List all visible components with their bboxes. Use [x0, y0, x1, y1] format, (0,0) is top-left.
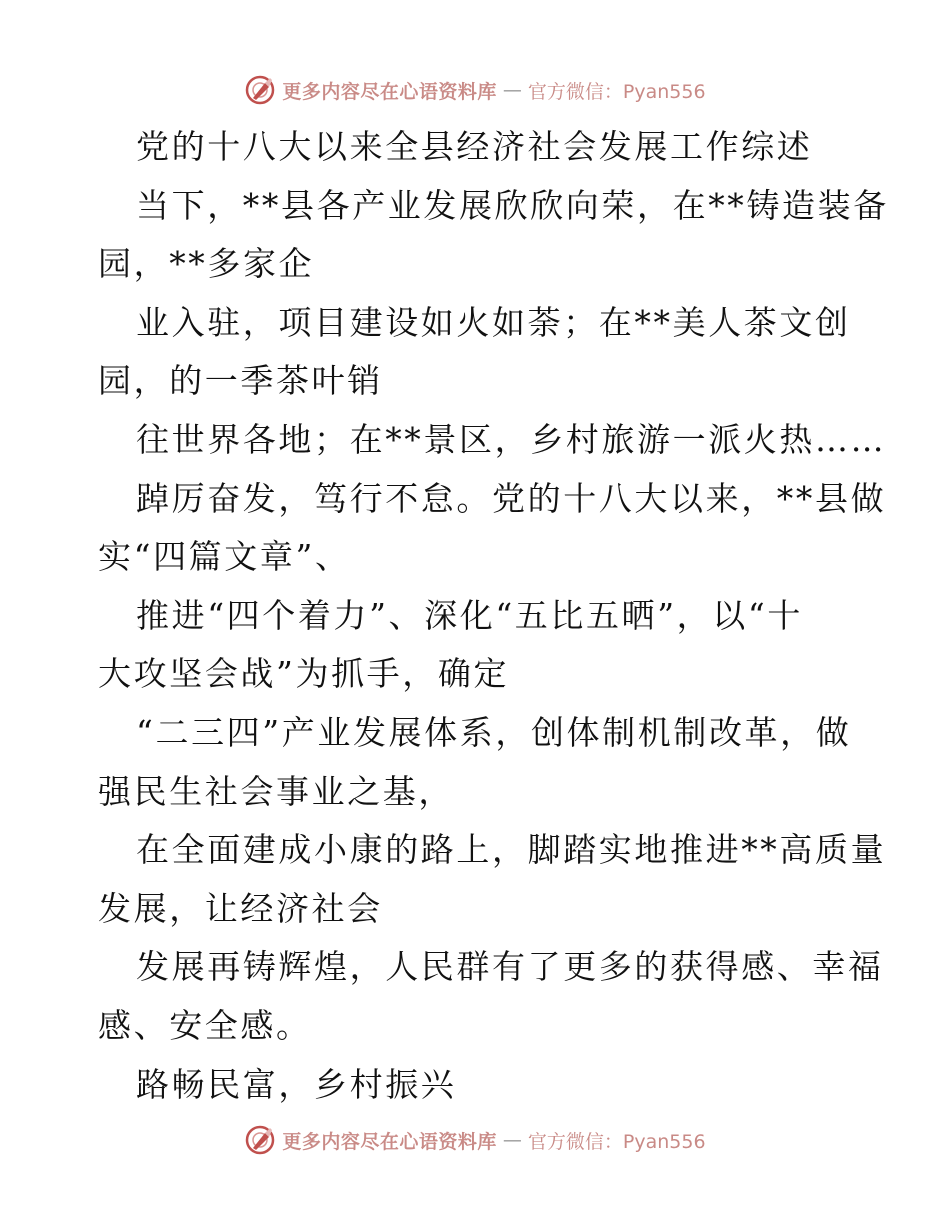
paragraph-line: 感、安全感。 [98, 1005, 312, 1045]
footer-watermark [0, 1120, 950, 1160]
paragraph-line: 发展再铸辉煌，人民群有了更多的获得感、幸福 [136, 947, 884, 987]
document-body [98, 118, 889, 1114]
paragraph-line: 实“四篇文章”、 [98, 537, 351, 577]
pen-nib-logo-icon [244, 74, 276, 106]
watermark-separator: — [502, 1129, 522, 1151]
paragraph-line: 园，**多家企 [98, 244, 315, 284]
watermark-account: 官方微信：Pyan556 [527, 1130, 706, 1153]
paragraph-line: 在全面建成小康的路上，脚踏实地推进**高质量 [136, 830, 887, 870]
paragraph-line: 踔厉奋发，笃行不怠。党的十八大以来，**县做 [136, 478, 887, 518]
paragraph-line: “二三四”产业发展体系，创体制机制改革，做 [136, 712, 852, 752]
watermark-account: 官方微信：Pyan556 [527, 80, 706, 103]
paragraph-line: 推进“四个着力”、深化“五比五晒”，以“十 [136, 595, 803, 635]
paragraph-line: 发展，让经济社会 [98, 888, 383, 928]
paragraph-line: 业入驻，项目建设如火如荼；在**美人茶文创 [136, 302, 851, 342]
watermark-text: 更多内容尽在心语资料库 [282, 80, 497, 103]
header-watermark [0, 70, 950, 110]
watermark-text: 更多内容尽在心语资料库 [282, 1130, 497, 1153]
paragraph-line: 往世界各地；在**景区，乡村旅游一派火热…… [136, 419, 887, 459]
paragraph-line: 园，的一季茶叶销 [98, 361, 383, 401]
document-title: 党的十八大以来全县经济社会发展工作综述 [136, 127, 813, 166]
watermark-separator: — [502, 79, 522, 101]
pen-nib-logo-icon [244, 1124, 276, 1156]
section-heading: 路畅民富，乡村振兴 [136, 1064, 457, 1104]
paragraph-line: 当下，**县各产业发展欣欣向荣，在**铸造装备 [136, 185, 889, 225]
paragraph-line: 强民生社会事业之基， [98, 771, 454, 811]
paragraph-line: 大攻坚会战”为抓手，确定 [98, 654, 510, 694]
